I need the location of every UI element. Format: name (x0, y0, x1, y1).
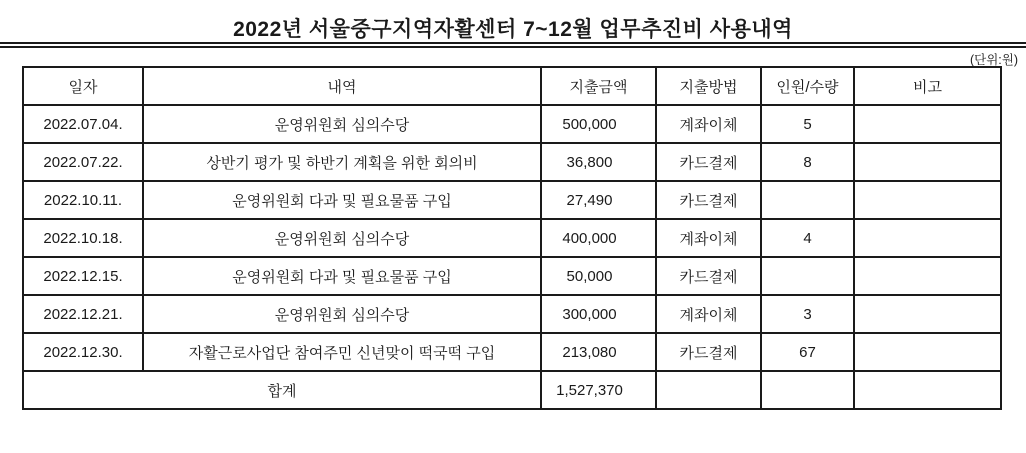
cell-note (854, 181, 1001, 219)
header-note: 비고 (854, 67, 1001, 105)
table-row (23, 295, 1001, 333)
cell-method: 카드결제 (656, 333, 761, 371)
cell-description: 운영위원회 심의수당 (143, 105, 541, 143)
cell-description: 운영위원회 심의수당 (143, 219, 541, 257)
header-description: 내역 (143, 67, 541, 105)
unit-label: (단위:원) (969, 53, 1018, 67)
cell-note (854, 143, 1001, 181)
total-amount: 1,527,370 (541, 371, 656, 409)
cell-amount: 36,800 (541, 143, 656, 181)
cell-method: 계좌이체 (656, 219, 761, 257)
cell-description: 상반기 평가 및 하반기 계획을 위한 회의비 (143, 143, 541, 181)
cell-quantity (761, 181, 854, 219)
header-date: 일자 (23, 67, 143, 105)
cell-description: 운영위원회 다과 및 필요물품 구입 (143, 257, 541, 295)
cell-date: 2022.10.11. (23, 181, 143, 219)
cell-method: 계좌이체 (656, 105, 761, 143)
total-method (656, 371, 761, 409)
cell-quantity: 8 (761, 143, 854, 181)
cell-amount: 500,000 (541, 105, 656, 143)
total-row (23, 371, 1001, 409)
header-method: 지출방법 (656, 67, 761, 105)
cell-quantity: 4 (761, 219, 854, 257)
table-row (23, 143, 1001, 181)
table-row (23, 105, 1001, 143)
header-amount: 지출금액 (541, 67, 656, 105)
cell-description: 자활근로사업단 참여주민 신년맞이 떡국떡 구입 (143, 333, 541, 371)
table-row (23, 333, 1001, 371)
cell-date: 2022.12.15. (23, 257, 143, 295)
page-title: 2022년 서울중구지역자활센터 7~12월 업무추진비 사용내역 (233, 18, 793, 41)
header-quantity: 인원/수량 (761, 67, 854, 105)
cell-method: 카드결제 (656, 257, 761, 295)
cell-amount: 300,000 (541, 295, 656, 333)
cell-method: 카드결제 (656, 181, 761, 219)
total-note (854, 371, 1001, 409)
cell-note (854, 257, 1001, 295)
cell-quantity (761, 257, 854, 295)
cell-description: 운영위원회 심의수당 (143, 295, 541, 333)
cell-note (854, 219, 1001, 257)
cell-amount: 213,080 (541, 333, 656, 371)
cell-date: 2022.07.04. (23, 105, 143, 143)
cell-quantity: 5 (761, 105, 854, 143)
cell-note (854, 333, 1001, 371)
cell-quantity: 67 (761, 333, 854, 371)
cell-method: 카드결제 (656, 143, 761, 181)
cell-note (854, 105, 1001, 143)
cell-date: 2022.10.18. (23, 219, 143, 257)
expense-table (22, 66, 1002, 410)
table-row (23, 181, 1001, 219)
cell-note (854, 295, 1001, 333)
cell-date: 2022.12.21. (23, 295, 143, 333)
cell-amount: 50,000 (541, 257, 656, 295)
table-row (23, 257, 1001, 295)
table-header-row (23, 67, 1001, 105)
cell-amount: 400,000 (541, 219, 656, 257)
cell-date: 2022.07.22. (23, 143, 143, 181)
cell-method: 계좌이체 (656, 295, 761, 333)
cell-quantity: 3 (761, 295, 854, 333)
cell-description: 운영위원회 다과 및 필요물품 구입 (143, 181, 541, 219)
total-quantity (761, 371, 854, 409)
cell-date: 2022.12.30. (23, 333, 143, 371)
total-label: 합계 (23, 371, 541, 409)
table-row (23, 219, 1001, 257)
cell-amount: 27,490 (541, 181, 656, 219)
